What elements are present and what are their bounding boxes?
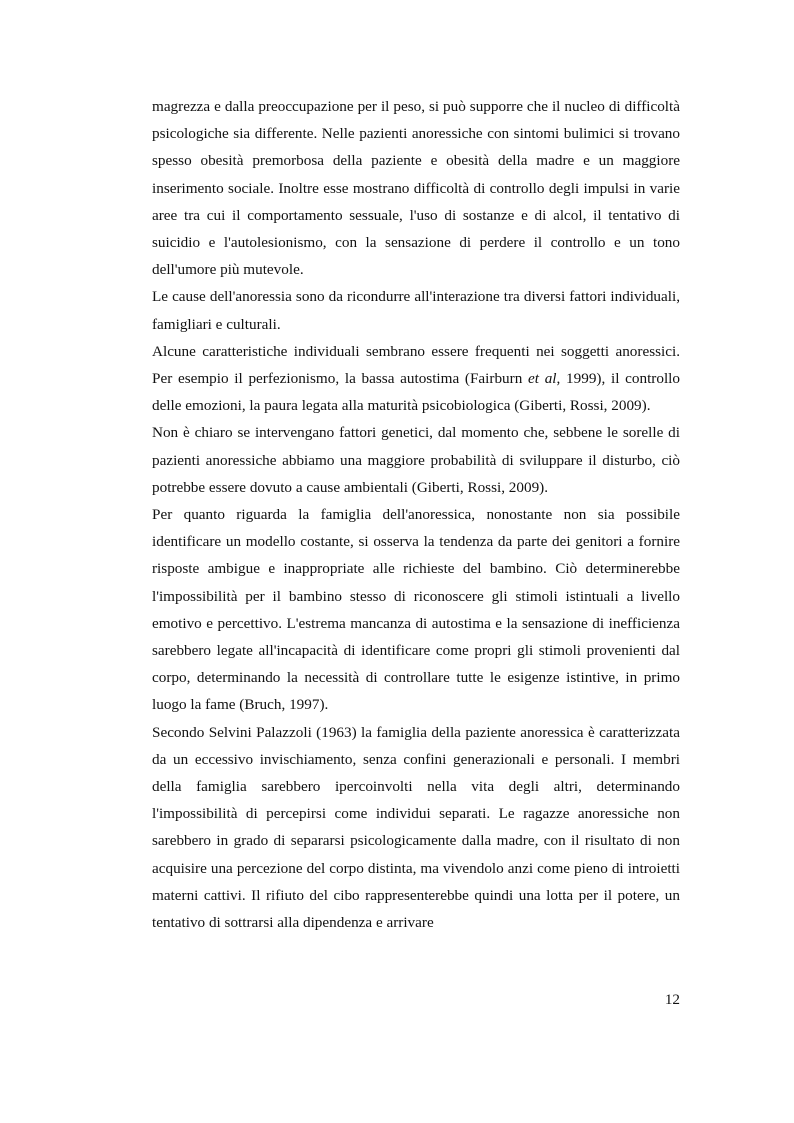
paragraph-1 [152, 93, 680, 283]
paragraph-text: Per quanto riguarda la famiglia dell'anoressica, nonostante non sia possibile identificare un modello costante, si osserva la tendenza da parte dei genitori a fornire risposte ambigue e inappropriate alle richieste del bambino. Ciò determinerebbe l'impossibilità per il bambino stesso di riconoscere gli stimoli istintuali a livello emotivo e percettivo. L'estrema mancanza di autostima e la sensazione di inefficienza sarebbero legate all'incapacità di identificare come propri gli stimoli provenienti dal corpo, determinando la necessità di controllare tutte le esigenze istintive, in primo luogo la fame (Bruch, 1997). [152, 506, 680, 714]
paragraph-6 [152, 719, 680, 937]
paragraph-text: Non è chiaro se intervengano fattori genetici, dal momento che, sebbene le sorelle di pazienti anoressiche abbiamo una maggiore probabilità di sviluppare il disturbo, ciò potrebbe essere dovuto a cause ambientali (Giberti, Rossi, 2009). [152, 424, 680, 496]
paragraph-text: magrezza e dalla preoccupazione per il peso, si può supporre che il nucleo di difficoltà psicologiche sia differente. Nelle pazienti anoressiche con sintomi bulimici si trovano spesso obesità premorbosa della paziente e obesità della madre e un maggiore inserimento sociale. Inoltre esse mostrano difficoltà di controllo degli impulsi in varie aree tra cui il comportamento sessuale, l'uso di sostanze e di alcol, il tentativo di suicidio e l'autolesionismo, con la sensazione di perdere il controllo e un tono dell'umore più mutevole. [152, 98, 680, 279]
paragraph-2 [152, 283, 680, 337]
citation-et-al: et al [528, 370, 557, 388]
page-number: 12 [664, 991, 680, 1008]
paragraph-4 [152, 419, 680, 501]
paragraph-text: Secondo Selvini Palazzoli (1963) la famiglia della paziente anoressica è caratterizzata da un eccessivo invischiamento, senza confini generazionali e personali. I membri della famiglia sarebbero ipercoinvolti nella vita degli altri, determinando l'impossibilità di percepirsi come individui separati. Le ragazze anoressiche non sarebbero in grado di separarsi psicologicamente dalla madre, con il risultato di non acquisire una percezione del corpo distinta, ma vivendolo anzi come pieno di introietti materni cattivi. Il rifiuto del cibo rappresenterebbe quindi una lotta per il potere, un tentativo di sottrarsi alla dipendenza e arrivare [152, 723, 680, 932]
body-text [152, 93, 680, 936]
paragraph-text: Le cause dell'anoressia sono da ricondurre all'interazione tra diversi fattori individuali, famigliari e culturali. [152, 288, 680, 333]
paragraph-3 [152, 338, 680, 420]
paragraph-5 [152, 501, 680, 719]
paragraph-text: , 1999), il controllo delle emozioni, la paura legata alla maturità psicobiologica (Giberti, Rossi, 2009). [152, 370, 680, 415]
paragraph-text: Alcune caratteristiche individuali sembrano essere frequenti nei soggetti anoressici. Per esempio il perfezionismo, la bassa autostima (Fairburn [152, 342, 680, 388]
